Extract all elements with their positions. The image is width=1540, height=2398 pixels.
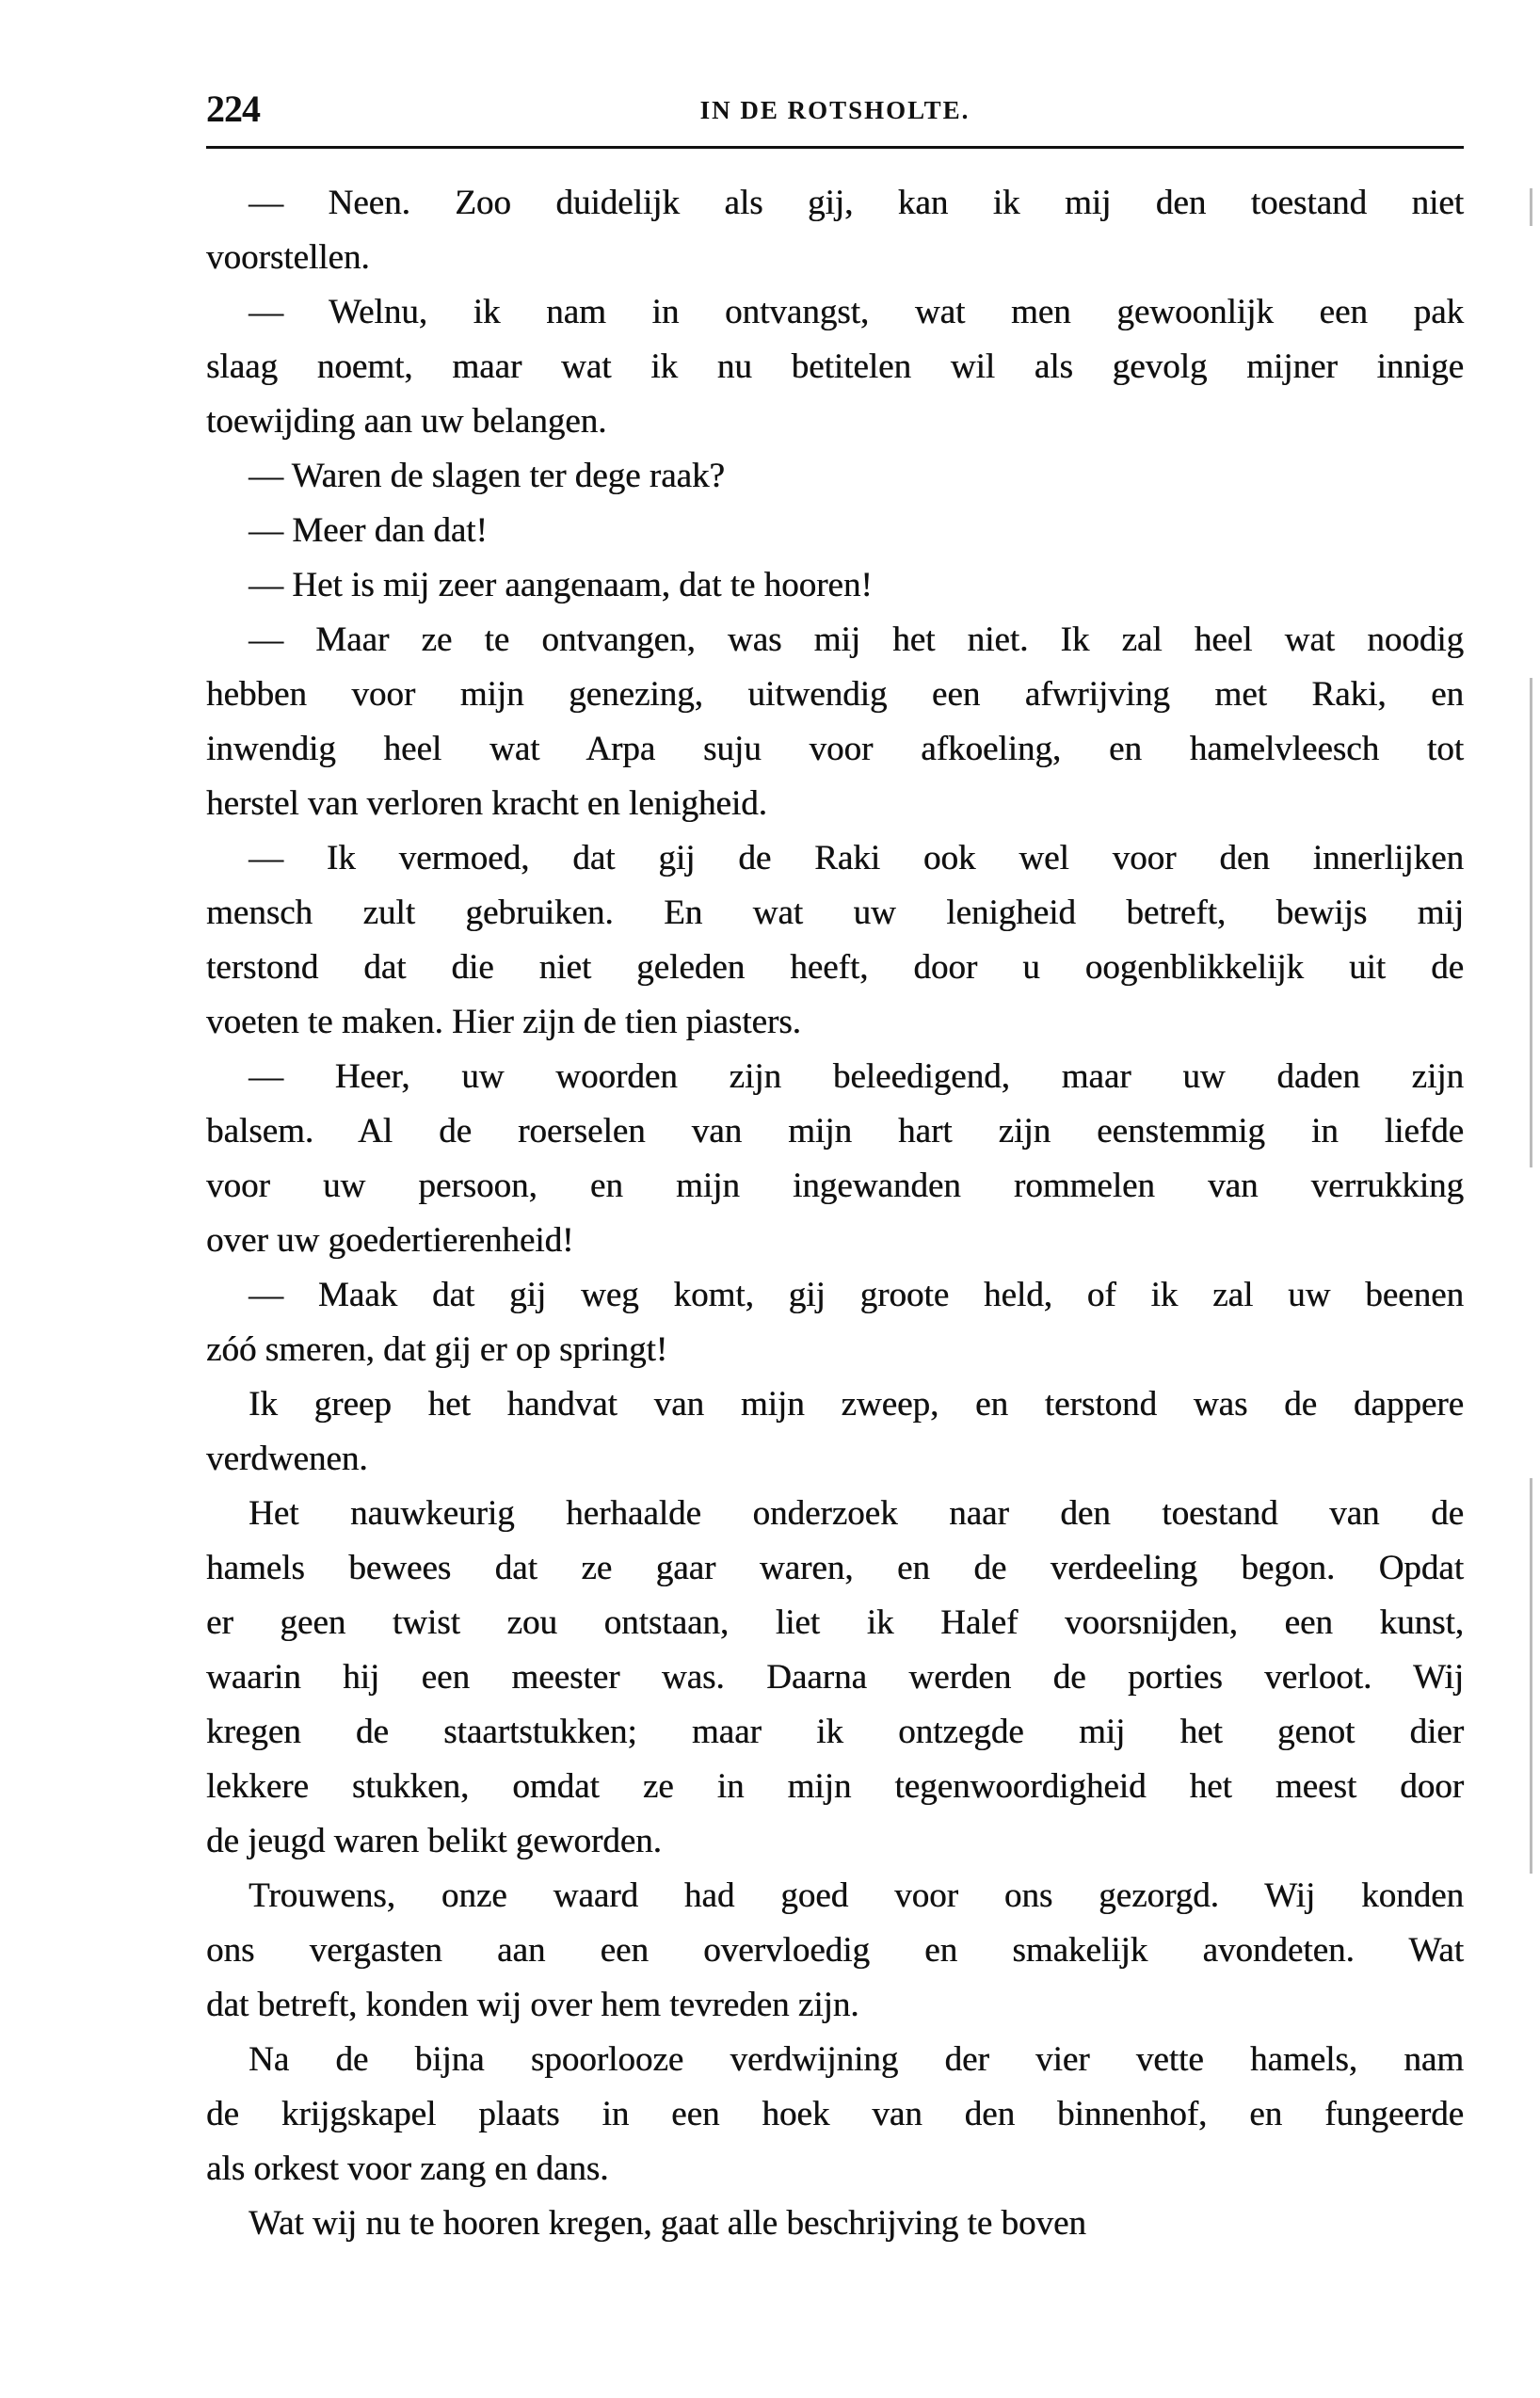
paragraph bbox=[206, 449, 1464, 504]
text-line: toewijding aan uw belangen. bbox=[206, 402, 607, 441]
scan-margin-mark bbox=[1530, 188, 1532, 226]
text-line: slaag noemt, maar wat ik nu betitelen wil als gevolg mijner innige bbox=[206, 347, 1464, 386]
text-line: balsem. Al de roerselen van mijn hart zijn eenstemmig in liefde bbox=[206, 1112, 1464, 1151]
paragraph bbox=[206, 2197, 1464, 2251]
paragraph bbox=[206, 1268, 1464, 1377]
paragraph bbox=[206, 558, 1464, 613]
text-line: Trouwens, onze waard had goed voor ons gezorgd. Wij konden bbox=[249, 1876, 1464, 1915]
text-line: — Ik vermoed, dat gij de Raki ook wel voor den innerlijken bbox=[249, 839, 1464, 877]
text-line: dat betreft, konden wij over hem tevreden zijn. bbox=[206, 1986, 859, 2024]
text-line: waarin hij een meester was. Daarna werden de porties verloot. Wij bbox=[206, 1658, 1464, 1697]
text-line: — Heer, uw woorden zijn beleedigend, maar uw daden zijn bbox=[249, 1057, 1464, 1096]
paragraph bbox=[206, 1487, 1464, 1869]
paragraph bbox=[206, 504, 1464, 558]
header-rule bbox=[206, 146, 1464, 149]
text-line: als orkest voor zang en dans. bbox=[206, 2149, 609, 2188]
text-line: zóó smeren, dat gij er op springt! bbox=[206, 1330, 668, 1369]
text-line: over uw goedertierenheid! bbox=[206, 1221, 574, 1260]
scan-margin-mark bbox=[1530, 1478, 1532, 1874]
text-line: — Meer dan dat! bbox=[249, 511, 488, 550]
text-line: terstond dat die niet geleden heeft, door u oogenblikkelijk uit de bbox=[206, 948, 1464, 987]
text-line: — Het is mij zeer aangenaam, dat te hooren! bbox=[249, 566, 873, 604]
text-line: herstel van verloren kracht en lenigheid. bbox=[206, 784, 767, 823]
text-line: Het nauwkeurig herhaalde onderzoek naar den toestand van de bbox=[249, 1494, 1464, 1533]
text-line: — Maak dat gij weg komt, gij groote held, of ik zal uw beenen bbox=[249, 1276, 1464, 1314]
text-line: — Neen. Zoo duidelijk als gij, kan ik mij den toestand niet bbox=[249, 184, 1464, 222]
paragraph bbox=[206, 285, 1464, 449]
text-line: hamels bewees dat ze gaar waren, en de verdeeling begon. Opdat bbox=[206, 1549, 1464, 1587]
page-body bbox=[206, 176, 1464, 2251]
text-line: de krijgskapel plaats in een hoek van den binnenhof, en fungeerde bbox=[206, 2095, 1464, 2133]
text-line: Ik greep het handvat van mijn zweep, en terstond was de dappere bbox=[249, 1385, 1464, 1424]
paragraph bbox=[206, 613, 1464, 831]
paragraph bbox=[206, 1050, 1464, 1268]
paragraph bbox=[206, 831, 1464, 1050]
text-line: voorstellen. bbox=[206, 238, 370, 277]
text-line: Na de bijna spoorlooze verdwijning der vier vette hamels, nam bbox=[249, 2040, 1464, 2079]
text-line: inwendig heel wat Arpa suju voor afkoeling, en hamelvleesch tot bbox=[206, 730, 1464, 768]
running-title: IN DE ROTSHOLTE. bbox=[699, 96, 971, 124]
paragraph bbox=[206, 1869, 1464, 2033]
text-line: hebben voor mijn genezing, uitwendig een afwrijving met Raki, en bbox=[206, 675, 1464, 714]
text-line: voeten te maken. Hier zijn de tien piasters. bbox=[206, 1003, 801, 1041]
text-line: — Welnu, ik nam in ontvangst, wat men gewoonlijk een pak bbox=[249, 293, 1464, 331]
text-line: kregen de staartstukken; maar ik ontzegde mij het genot dier bbox=[206, 1713, 1464, 1751]
text-line: — Waren de slagen ter dege raak? bbox=[249, 457, 725, 495]
text-line: ons vergasten aan een overvloedig en smakelijk avondeten. Wat bbox=[206, 1931, 1464, 1970]
paragraph bbox=[206, 2033, 1464, 2197]
text-line: lekkere stukken, omdat ze in mijn tegenwoordigheid het meest door bbox=[206, 1767, 1464, 1806]
text-line: verdwenen. bbox=[206, 1440, 368, 1478]
text-line: mensch zult gebruiken. En wat uw lenigheid betreft, bewijs mij bbox=[206, 893, 1464, 932]
text-line: — Maar ze te ontvangen, was mij het niet. Ik zal heel wat noodig bbox=[249, 620, 1464, 659]
text-line: er geen twist zou ontstaan, liet ik Halef voorsnijden, een kunst, bbox=[206, 1603, 1464, 1642]
text-line: voor uw persoon, en mijn ingewanden rommelen van verrukking bbox=[206, 1167, 1464, 1205]
scan-margin-mark bbox=[1530, 678, 1532, 1167]
page-header bbox=[206, 87, 1464, 143]
page-number: 224 bbox=[206, 88, 260, 130]
paragraph bbox=[206, 1377, 1464, 1487]
text-line: de jeugd waren belikt geworden. bbox=[206, 1822, 662, 1860]
text-line: Wat wij nu te hooren kregen, gaat alle beschrijving te boven bbox=[249, 2204, 1086, 2243]
paragraph bbox=[206, 176, 1464, 285]
